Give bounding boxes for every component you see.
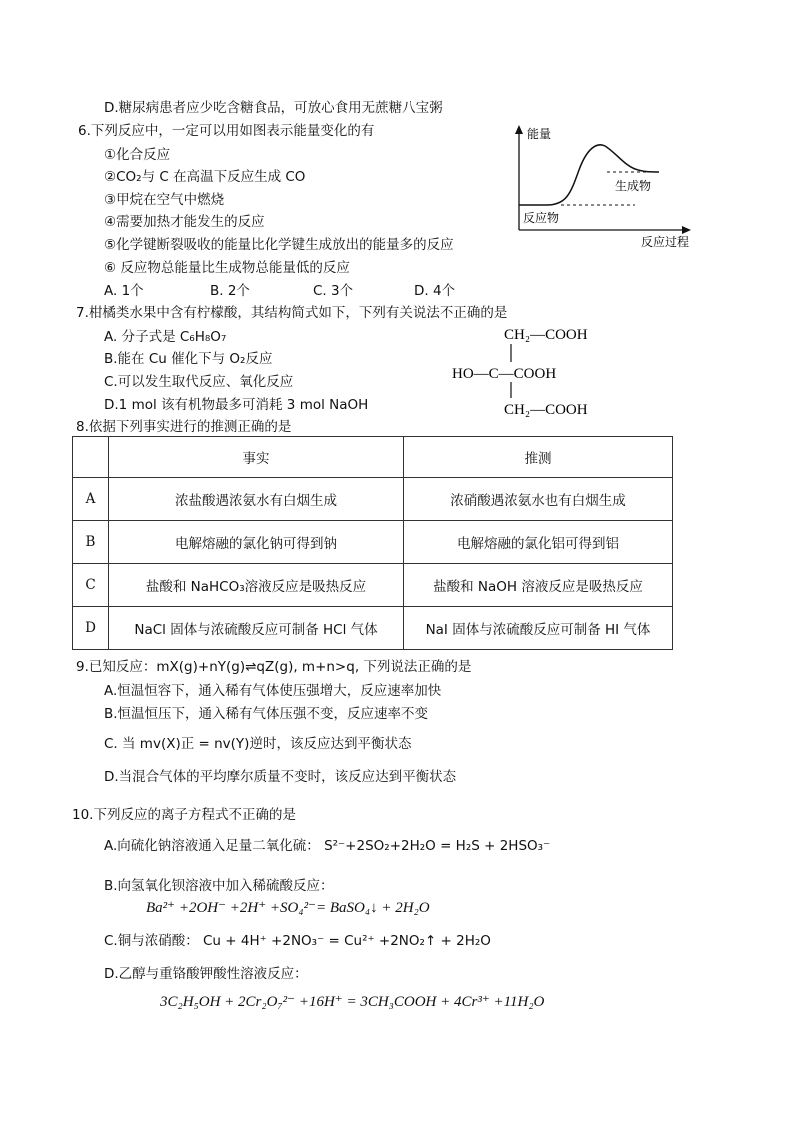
fact-cell: 电解熔融的氯化钠可得到钠 bbox=[109, 521, 404, 564]
q8-table bbox=[72, 436, 673, 650]
q9-option-c: C. 当 mv(X)正 = nv(Y)逆时，该反应达到平衡状态 bbox=[104, 736, 412, 752]
table-row bbox=[73, 521, 673, 564]
energy-curve bbox=[519, 145, 659, 205]
fact-cell: 盐酸和 NaHCO₃溶液反应是吸热反应 bbox=[109, 564, 404, 607]
table-row bbox=[73, 564, 673, 607]
inference-cell: 盐酸和 NaOH 溶液反应是吸热反应 bbox=[404, 564, 673, 607]
table-row bbox=[73, 607, 673, 650]
q6-option-c: C. 3个 bbox=[313, 283, 354, 299]
q9-option-a: A.恒温恒容下，通入稀有气体使压强增大，反应速率加快 bbox=[104, 683, 442, 699]
q10-option-d-text: D.乙醇与重铬酸钾酸性溶液反应： bbox=[104, 966, 308, 982]
q9-stem: 9.已知反应：mX(g)+nY(g)⇌qZ(g), m+n>q, 下列说法正确的是 bbox=[76, 659, 472, 675]
citric-acid-structure bbox=[450, 322, 630, 418]
q7-option-c: C.可以发生取代反应、氧化反应 bbox=[104, 374, 294, 390]
q6-item-6: ⑥ 反应物总能量比生成物总能量低的反应 bbox=[104, 260, 350, 276]
energy-profile-graph bbox=[505, 122, 705, 252]
inference-cell: NaI 固体与浓硫酸反应可制备 HI 气体 bbox=[404, 607, 673, 650]
q7-stem: 7.柑橘类水果中含有柠檬酸，其结构简式如下，下列有关说法不正确的是 bbox=[76, 305, 508, 321]
q6-option-a: A. 1个 bbox=[104, 283, 144, 299]
product-label: 生成物 bbox=[615, 179, 652, 193]
y-axis-label: 能量 bbox=[527, 127, 552, 141]
q10-option-b-text: B.向氢氧化钡溶液中加入稀硫酸反应： bbox=[104, 878, 334, 894]
q7-option-b: B.能在 Cu 催化下与 O₂反应 bbox=[104, 351, 273, 367]
q6-item-1: ①化合反应 bbox=[104, 147, 171, 163]
table-header-blank bbox=[73, 437, 109, 478]
q6-option-d: D. 4个 bbox=[414, 283, 456, 299]
fact-cell: NaCl 固体与浓硫酸反应可制备 HCl 气体 bbox=[109, 607, 404, 650]
q5-option-d: D.糖尿病患者应少吃含糖食品，可放心食用无蔗糖八宝粥 bbox=[104, 100, 443, 116]
fact-cell: 浓盐酸遇浓氨水有白烟生成 bbox=[109, 478, 404, 521]
structure-middle: HO—C—COOH bbox=[452, 366, 557, 382]
q10-stem: 10.下列反应的离子方程式不正确的是 bbox=[72, 807, 296, 823]
x-axis-label: 反应过程 bbox=[641, 235, 690, 249]
row-label: A bbox=[73, 478, 109, 521]
reactant-label: 反应物 bbox=[523, 211, 560, 225]
q6-option-b: B. 2个 bbox=[210, 283, 250, 299]
q9-option-d: D.当混合气体的平均摩尔质量不变时，该反应达到平衡状态 bbox=[104, 769, 457, 785]
row-label: C bbox=[73, 564, 109, 607]
inference-cell: 浓硝酸遇浓氨水也有白烟生成 bbox=[404, 478, 673, 521]
structure-bottom: CH₂—COOH bbox=[504, 402, 588, 418]
q7-option-a: A. 分子式是 C₆H₈O₇ bbox=[104, 329, 227, 345]
x-axis-arrow bbox=[682, 226, 691, 234]
q8-stem: 8.依据下列事实进行的推测正确的是 bbox=[76, 419, 292, 435]
q7-option-d: D.1 mol 该有机物最多可消耗 3 mol NaOH bbox=[104, 397, 369, 413]
table-header-fact: 事实 bbox=[109, 437, 404, 478]
q6-item-4: ④需要加热才能发生的反应 bbox=[104, 214, 265, 230]
inference-cell: 电解熔融的氯化铝可得到铝 bbox=[404, 521, 673, 564]
table-row bbox=[73, 478, 673, 521]
table-header-inference: 推测 bbox=[404, 437, 673, 478]
row-label: D bbox=[73, 607, 109, 650]
table-header-row bbox=[73, 437, 673, 478]
q6-item-2: ②CO₂与 C 在高温下反应生成 CO bbox=[104, 169, 306, 185]
structure-top: CH₂—COOH bbox=[504, 327, 588, 343]
q10-option-d-equation: 3C₂H₅OH + 2Cr₂O₇²⁻ +16H⁺ = 3CH₃COOH + 4Cr³⁺ +11H₂O bbox=[160, 994, 545, 1010]
y-axis-arrow bbox=[515, 125, 523, 134]
q10-option-b-equation: Ba²⁺ +2OH⁻ +2H⁺ +SO₄²⁻= BaSO₄↓ + 2H₂O bbox=[146, 900, 430, 916]
row-label: B bbox=[73, 521, 109, 564]
q10-option-a: A.向硫化钠溶液通入足量二氧化硫： S²⁻+2SO₂+2H₂O = H₂S + 2HSO₃⁻ bbox=[104, 838, 551, 854]
q6-item-5: ⑤化学键断裂吸收的能量比化学键生成放出的能量多的反应 bbox=[104, 237, 454, 253]
q6-stem: 6.下列反应中，一定可以用如图表示能量变化的有 bbox=[78, 123, 375, 139]
q10-option-c: C.铜与浓硝酸： Cu + 4H⁺ +2NO₃⁻ = Cu²⁺ +2NO₂↑ + 2H₂O bbox=[104, 933, 491, 949]
q9-option-b: B.恒温恒压下，通入稀有气体压强不变，反应速率不变 bbox=[104, 706, 429, 722]
q6-item-3: ③甲烷在空气中燃烧 bbox=[104, 192, 225, 208]
